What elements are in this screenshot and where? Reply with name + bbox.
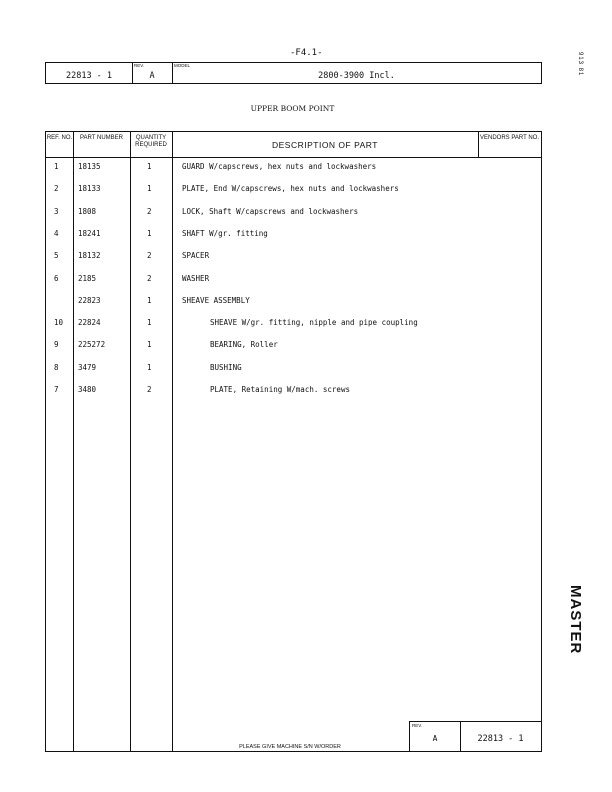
col-header-ref: REF. NO. [46, 135, 73, 141]
table-row [46, 159, 541, 181]
ref-no: 7 [54, 385, 59, 394]
table-row [46, 271, 541, 293]
table-row [46, 226, 541, 248]
ref-no: 4 [54, 228, 59, 238]
quantity: 1 [147, 318, 152, 328]
description: BUSHING [210, 362, 242, 372]
table-row [46, 382, 541, 404]
ref-no: 1 [54, 162, 59, 171]
description: SPACER [182, 251, 210, 261]
part-number: 22823 [78, 295, 101, 305]
table-row [46, 315, 541, 337]
col-header-desc: DESCRIPTION OF PART [271, 140, 378, 150]
col-header-part: PART NUMBER [79, 135, 123, 141]
ref-no: 10 [54, 318, 64, 328]
table-row [46, 248, 541, 270]
quantity: 2 [147, 206, 152, 216]
quantity: 1 [147, 184, 152, 194]
footer-box [409, 721, 541, 751]
table-row [46, 293, 541, 315]
quantity: 1 [147, 340, 152, 350]
quantity: 1 [147, 162, 152, 171]
quantity: 2 [147, 273, 152, 283]
footer-rev-value: A [432, 734, 438, 743]
table-row [46, 181, 541, 203]
quantity: 2 [147, 251, 152, 261]
ref-no: 5 [54, 251, 59, 261]
header-rule [46, 157, 541, 158]
description: SHEAVE W/gr. fitting, nipple and pipe coupling [210, 318, 418, 328]
table-row [46, 204, 541, 226]
part-number: 2185 [78, 273, 97, 283]
parts-table [45, 131, 542, 752]
header-box [45, 62, 542, 84]
part-number: 3479 [78, 362, 97, 372]
header-rev-cell [132, 63, 173, 83]
header-rev-label: REV. [134, 63, 145, 68]
ref-no: 8 [54, 362, 59, 372]
part-number: 18135 [78, 162, 101, 171]
description: SHEAVE ASSEMBLY [182, 295, 250, 305]
part-number: 18132 [78, 251, 101, 261]
page-number: -F4.1- [290, 48, 323, 58]
header-model-label: MODEL [174, 63, 191, 68]
ref-no: 3 [54, 206, 59, 216]
quantity: 1 [147, 228, 152, 238]
description: GUARD W/capscrews, hex nuts and lockwashers [182, 162, 377, 171]
description: PLATE, Retaining W/mach. screws [210, 385, 350, 394]
part-number: 18133 [78, 184, 101, 194]
quantity: 2 [147, 385, 152, 394]
col-header-vendors: VENDORS PART NO. [479, 135, 539, 141]
header-rev-value: A [149, 71, 155, 81]
part-number: 3480 [78, 385, 97, 394]
quantity: 1 [147, 295, 152, 305]
header-model-cell [172, 63, 541, 83]
col-header-qty: QUANTITY REQUIRED [135, 135, 167, 148]
description: LOCK, Shaft W/capscrews and lockwashers [182, 206, 359, 216]
header-model-value: 2800-3900 Incl. [318, 71, 395, 81]
quantity: 1 [147, 362, 152, 372]
side-mark: 913 81 [577, 52, 583, 77]
header-part-number: 22813 - 1 [65, 71, 113, 81]
footer-note: PLEASE GIVE MACHINE S/N W/ORDER [205, 744, 375, 750]
part-number: 225272 [78, 340, 106, 350]
header-part-cell [46, 63, 133, 83]
description: WASHER [182, 273, 210, 283]
description: PLATE, End W/capscrews, hex nuts and lockwashers [182, 184, 399, 194]
ref-no: 2 [54, 184, 59, 194]
table-row [46, 360, 541, 382]
section-title: UPPER BOOM POINT [250, 104, 335, 113]
ref-no: 6 [54, 273, 59, 283]
ref-no: 9 [54, 340, 59, 350]
part-number: 18241 [78, 228, 101, 238]
part-number: 22824 [78, 318, 101, 328]
footer-rev-label: REV. [412, 723, 423, 728]
master-stamp: MASTER [567, 585, 584, 655]
footer-part-number: 22813 - 1 [477, 734, 524, 744]
table-row [46, 337, 541, 359]
part-number: 1808 [78, 206, 97, 216]
description: SHAFT W/gr. fitting [182, 228, 268, 238]
description: BEARING, Roller [210, 340, 278, 350]
